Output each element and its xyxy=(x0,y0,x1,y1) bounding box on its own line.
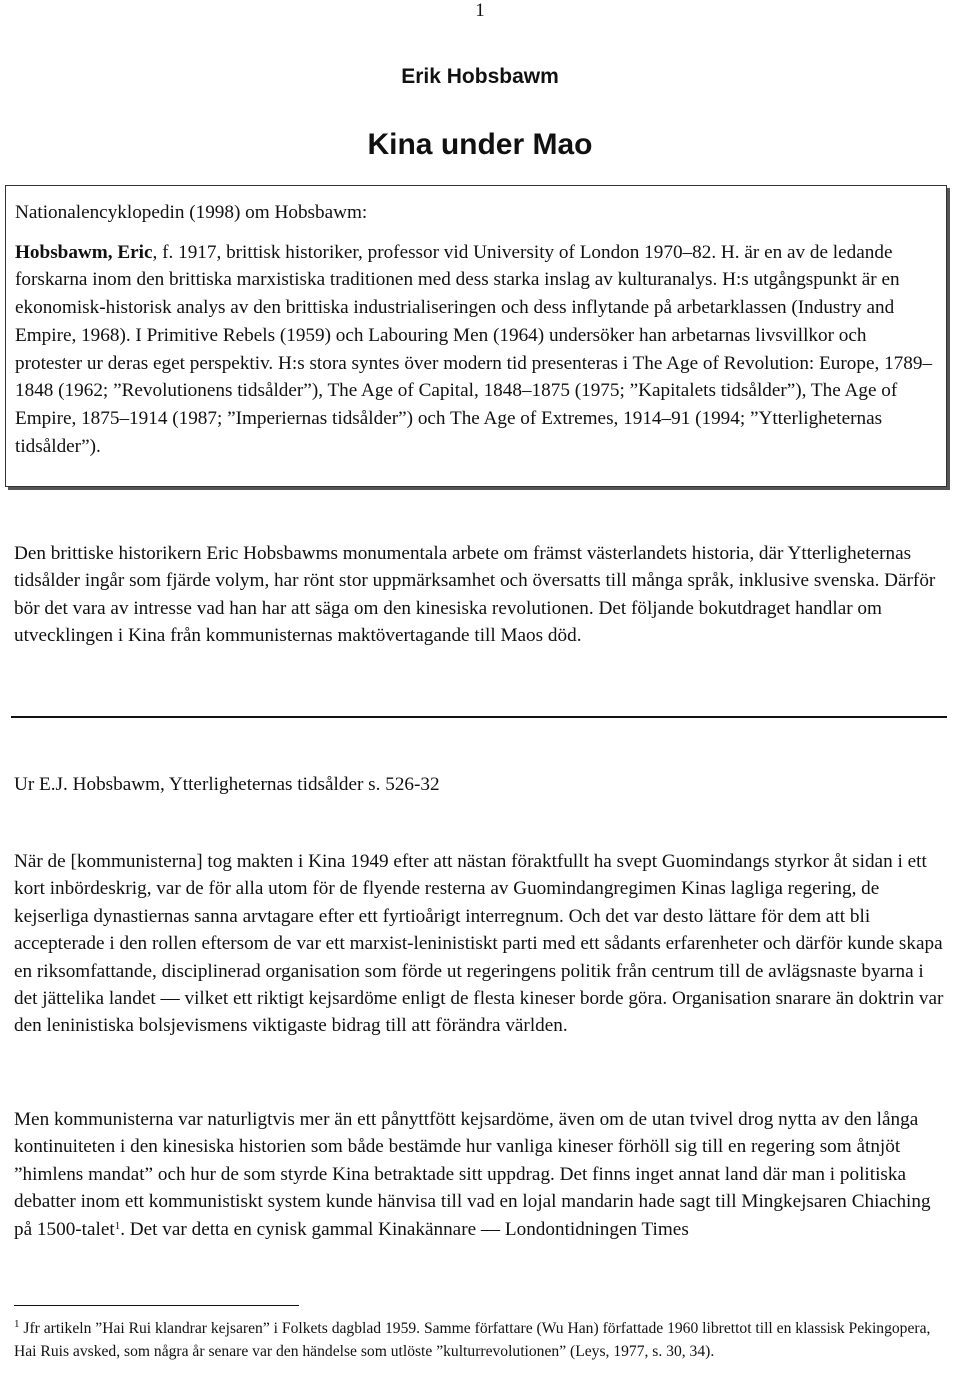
encyclopedia-source: Nationalencyklopedin (1998) om Hobsbawm: xyxy=(15,202,368,223)
footnote-text-block xyxy=(14,1318,944,1363)
intro-paragraph-block xyxy=(14,540,944,650)
footnote xyxy=(14,1318,944,1363)
footnote-separator xyxy=(14,1305,299,1306)
body-paragraph-1-block xyxy=(14,848,944,1040)
encyclopedia-entry xyxy=(15,239,938,461)
encyclopedia-entry-text: , f. 1917, brittisk historiker, professor vid University of London 1970–82. H. är en av de ledande forskarna inom den brittiska marxistiska traditionen med dess starka inslag av kulturanalys. H:s utgångspunkt är en ekonomisk-historisk analys av den brittiska industrialiseringen och dess inflytande på arbetarklassen (Industry and Empire, 1968). I Primitive Rebels (1959) och Labouring Men (1964) undersöker han arbetarnas livsvillkor och protester ur deras eget perspektiv. H:s stora syntes över modern tid presenteras i The Age of Revolution: Europe, 1789–1848 (1962; ”Revolutionens tidsålder”), The Age of Capital, 1848–1875 (1975; ”Kapitalets tidsålder”), The Age of Empire, 1875–1914 (1987; ”Imperiernas tidsålder”) och The Age of Extremes, 1914–91 (1994; ”Ytterligheternas tidsålder”). xyxy=(15,241,933,457)
body-paragraph-2-block xyxy=(14,1106,944,1243)
encyclopedia-entry-lead: Hobsbawm, Eric xyxy=(15,241,153,263)
body-paragraph-2-text: Men kommunisterna var naturligtvis mer än ett pånyttfött kejsardöme, även om de utan tvivel drog nytta av den långa kontinuiteten i den kinesiska historien som både bestämde hur vanliga kineser förhöll sig till en regering som åtnjöt ”himlens mandat” och hur de som styrde Kina betraktade sitt uppdrag. Det finns inget annat land där man i politiska debatter inom ett kommunistiskt system kunde hänvisa till vad en lojal mandarin hade sagt till Mingkejsaren Chiaching på 1500-talet xyxy=(14,1109,931,1240)
author-heading: Erik Hobsbawm xyxy=(401,65,559,88)
encyclopedia-excerpt-box xyxy=(5,185,947,487)
footnote-reference: 1 xyxy=(114,1219,121,1232)
footnote-marker: 1 xyxy=(14,1318,20,1330)
body-paragraph: När de [kommunisterna] tog makten i Kina 1949 efter att nästan föraktfullt ha svept Guomindangs styrkor åt sidan i ett kort inbördeskrig, var de för alla utom för de flyende resterna av Guomindangregimen Kinas lagliga regering, de kejserliga dynastiernas sanna arvtagare efter ett fyrtioårigt interregnum. Och det var desto lättare för dem att bli accepterade i den rollen eftersom de var ett marxist-leninistiskt parti med ett sådants erfarenheter och därför kunde skapa en riksomfattande, disciplinerad organisation som förde ut regeringens politik från centrum till de avlägsnaste byarna i det jättelika landet — vilket ett riktigt kejsardöme enligt de flesta kineser borde göra. Organisation snarare än doktrin var den leninistiska bolsjevismens viktigaste bidrag till att förändra världen. xyxy=(14,851,944,1037)
footnote-text: Jfr artikeln ”Hai Rui klandrar kejsaren” i Folkets dagblad 1959. Samme författare (Wu Han) författade 1960 librettot till en klassisk Pekingopera, Hai Ruis avsked, som några år senare var den händelse som utlöste ”kulturrevolutionen” (Leys, 1977, s. 30, 34). xyxy=(14,1320,931,1360)
intro-paragraph: Den brittiske historikern Eric Hobsbawms monumentala arbete om främst västerlandets historia, där Ytterligheternas tidsålder ingår som fjärde volym, har rönt stor uppmärksamhet och översatts till många språk, inklusive svenska. Därför bör det vara av intresse vad han har att säga om den kinesiska revolutionen. Det följande bokutdraget handlar om utvecklingen i Kina från kommunisternas maktövertagande till Maos död. xyxy=(14,543,936,647)
body-paragraph-2-continuation: . Det var detta en cynisk gammal Kinakännare — Londontidningen Times xyxy=(120,1218,689,1240)
section-divider xyxy=(11,716,947,718)
excerpt-source: Ur E.J. Hobsbawm, Ytterligheternas tidsålder s. 526-32 xyxy=(14,774,440,795)
page-title: Kina under Mao xyxy=(367,128,593,161)
body-paragraph-2 xyxy=(14,1106,944,1243)
page-number: 1 xyxy=(475,0,485,21)
